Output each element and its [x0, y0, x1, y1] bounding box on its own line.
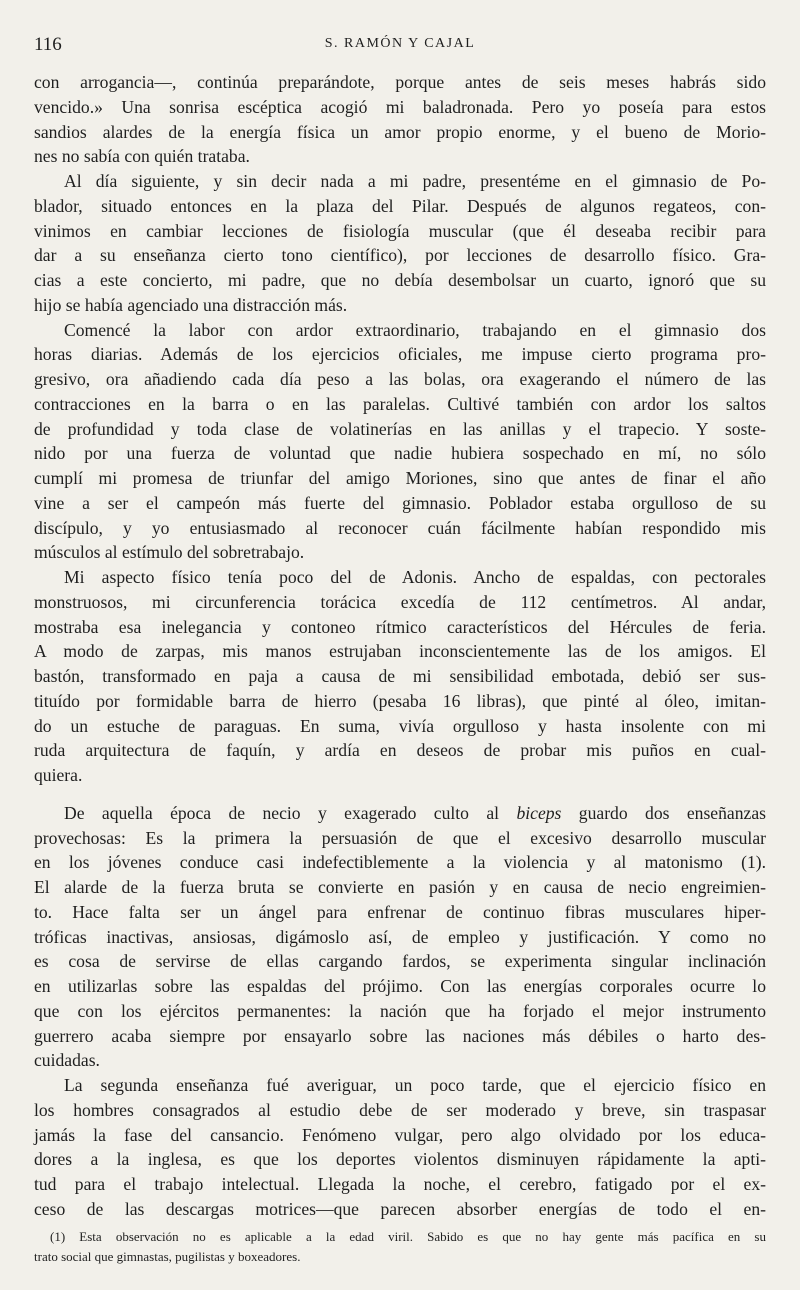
text-line: mostraba esa inelegancia y contoneo rítmico característicos del Hércules de feria.	[34, 616, 766, 637]
running-head	[34, 30, 766, 58]
footnote-line: (1) Esta observación no es aplicable a la edad viril. Sabido es que no hay gente más pacífica en su	[50, 1229, 766, 1244]
footnote	[34, 1227, 766, 1267]
text-line: De aquella época de necio y exagerado culto al biceps guardo dos enseñanzas	[64, 802, 766, 823]
text-line: Mi aspecto físico tenía poco del de Adonis. Ancho de espaldas, con pectorales	[64, 567, 766, 587]
text-line: sandios alardes de la energía física un amor propio enorme, y el bueno de Morio-	[34, 121, 766, 142]
text-line: en los jóvenes conduce casi indefectiblemente a la violencia y al matonismo (1).	[34, 852, 766, 873]
text-line: con arrogancia—, continúa preparándote, porque antes de seis meses habrás sido	[34, 72, 766, 92]
text-line: blador, situado entonces en la plaza del Pilar. Después de algunos regateos, con-	[34, 195, 766, 216]
text-line: La segunda enseñanza fué averiguar, un poco tarde, que el ejercicio físico en	[64, 1075, 766, 1095]
text-line: ruda arquitectura de faquín, y ardía en deseos de probar mis puños en cual-	[34, 740, 766, 761]
text-line: en utilizarlas sobre las espaldas del prójimo. Con las energías corporales ocurre lo	[34, 976, 766, 996]
text-line: los hombres consagrados al estudio debe de ser moderado y breve, sin traspasar	[34, 1099, 766, 1120]
text-line: cias a este concierto, mi padre, que no debía desembolsar un cuarto, ignoró que su	[34, 270, 766, 290]
text-line: monstruosos, mi circunferencia torácica excedía de 112 centímetros. Al andar,	[34, 591, 766, 612]
text-line: horas diarias. Además de los ejercicios oficiales, me impuse cierto programa pro-	[34, 344, 766, 365]
text-line: tud para el trabajo intelectual. Llegada la noche, el cerebro, fatigado por el ex-	[34, 1174, 766, 1194]
text-line: de profundidad y toda clase de volatinerías en las anillas y el trapecio. Y soste-	[34, 418, 766, 439]
text-line: cuidadas.	[34, 1050, 100, 1071]
page-number: 116	[34, 34, 62, 55]
text-line: vencido.» Una sonrisa escéptica acogió mi baladronada. Pero yo poseía para estos	[34, 96, 766, 117]
text-line: contracciones en la barra o en las paralelas. Cultivé también con ardor los saltos	[34, 393, 766, 414]
text-line: provechosas: Es la primera la persuasión de que el excesivo desarrollo muscular	[34, 827, 766, 848]
text-line: que con los ejércitos permanentes: la nación que ha forjado el mejor instrumento	[34, 1000, 766, 1021]
text-line: gresivo, ora añadiendo cada día peso a las bolas, ora exagerando el número de las	[34, 369, 766, 389]
running-title: S. RAMÓN Y CAJAL	[324, 36, 476, 51]
text-line: guerrero acaba siempre por ensayarlo sobre las naciones más débiles o harto des-	[34, 1025, 766, 1046]
text-line: Comencé la labor con ardor extraordinario, trabajando en el gimnasio dos	[64, 319, 766, 340]
text-line: vinimos en cambiar lecciones de fisiología muscular (que él deseaba recibir para	[34, 220, 766, 241]
text-line: discípulo, y yo entusiasmado al reconocer cuán fácilmente habían respondido mis	[34, 517, 766, 538]
text-line: jamás la fase del cansancio. Fenómeno vulgar, pero algo olvidado por los educa-	[34, 1124, 766, 1145]
text-line: do un estuche de paraguas. En suma, vivía orgulloso y hasta insolente con mi	[34, 715, 766, 736]
text-line: es cosa de servirse de ellas cargando fardos, se experimenta singular inclinación	[34, 951, 766, 972]
text-line: cumplí mi promesa de triunfar del amigo Moriones, sino que antes de finar el año	[34, 468, 766, 488]
italic-word: biceps	[516, 802, 562, 823]
text-line: ceso de las descargas motrices—que parecen absorber energías de todo el en-	[34, 1198, 766, 1219]
text-line: to. Hace falta ser un ángel para enfrenar de continuo fibras musculares hiper-	[34, 901, 766, 922]
text-line: hijo se había agenciado una distracción más.	[34, 294, 348, 315]
text-line: bastón, transformado en paja a causa de mi sensibilidad embotada, debió ser sus-	[34, 666, 766, 686]
text-line: Al día siguiente, y sin decir nada a mi padre, presentéme en el gimnasio de Po-	[64, 171, 766, 191]
body-text	[34, 70, 766, 1222]
text-line: nes no sabía con quién trataba.	[34, 146, 250, 167]
text-line: dar a su enseñanza cierto tono científico), por lecciones de desarrollo físico. Gra-	[34, 245, 766, 266]
text-line: tituído por formidable barra de hierro (pesaba 16 libras), que pinté al óleo, imitan-	[34, 690, 766, 711]
text-line: vine a ser el campeón más fuerte del gimnasio. Poblador estaba orgulloso de su	[34, 492, 766, 513]
text-line: nido por una fuerza de voluntad que nadie hubiera sospechado en mí, no sólo	[34, 443, 766, 464]
text-line: tróficas inactivas, ansiosas, digámoslo así, de empleo y justificación. Y como no	[34, 926, 766, 947]
text-line: A modo de zarpas, mis manos estrujaban inconscientemente las de los amigos. El	[34, 641, 766, 662]
text-line: músculos al estímulo del sobretrabajo.	[34, 542, 305, 563]
text-line: dores a la inglesa, es que los deportes violentos disminuyen rápidamente la apti-	[34, 1149, 766, 1170]
text-line: El alarde de la fuerza bruta se convierte en pasión y en causa de necio engreimien-	[34, 877, 766, 897]
footnote-line: trato social que gimnastas, pugilistas y boxeadores.	[34, 1249, 301, 1264]
text-line: quiera.	[34, 765, 83, 785]
